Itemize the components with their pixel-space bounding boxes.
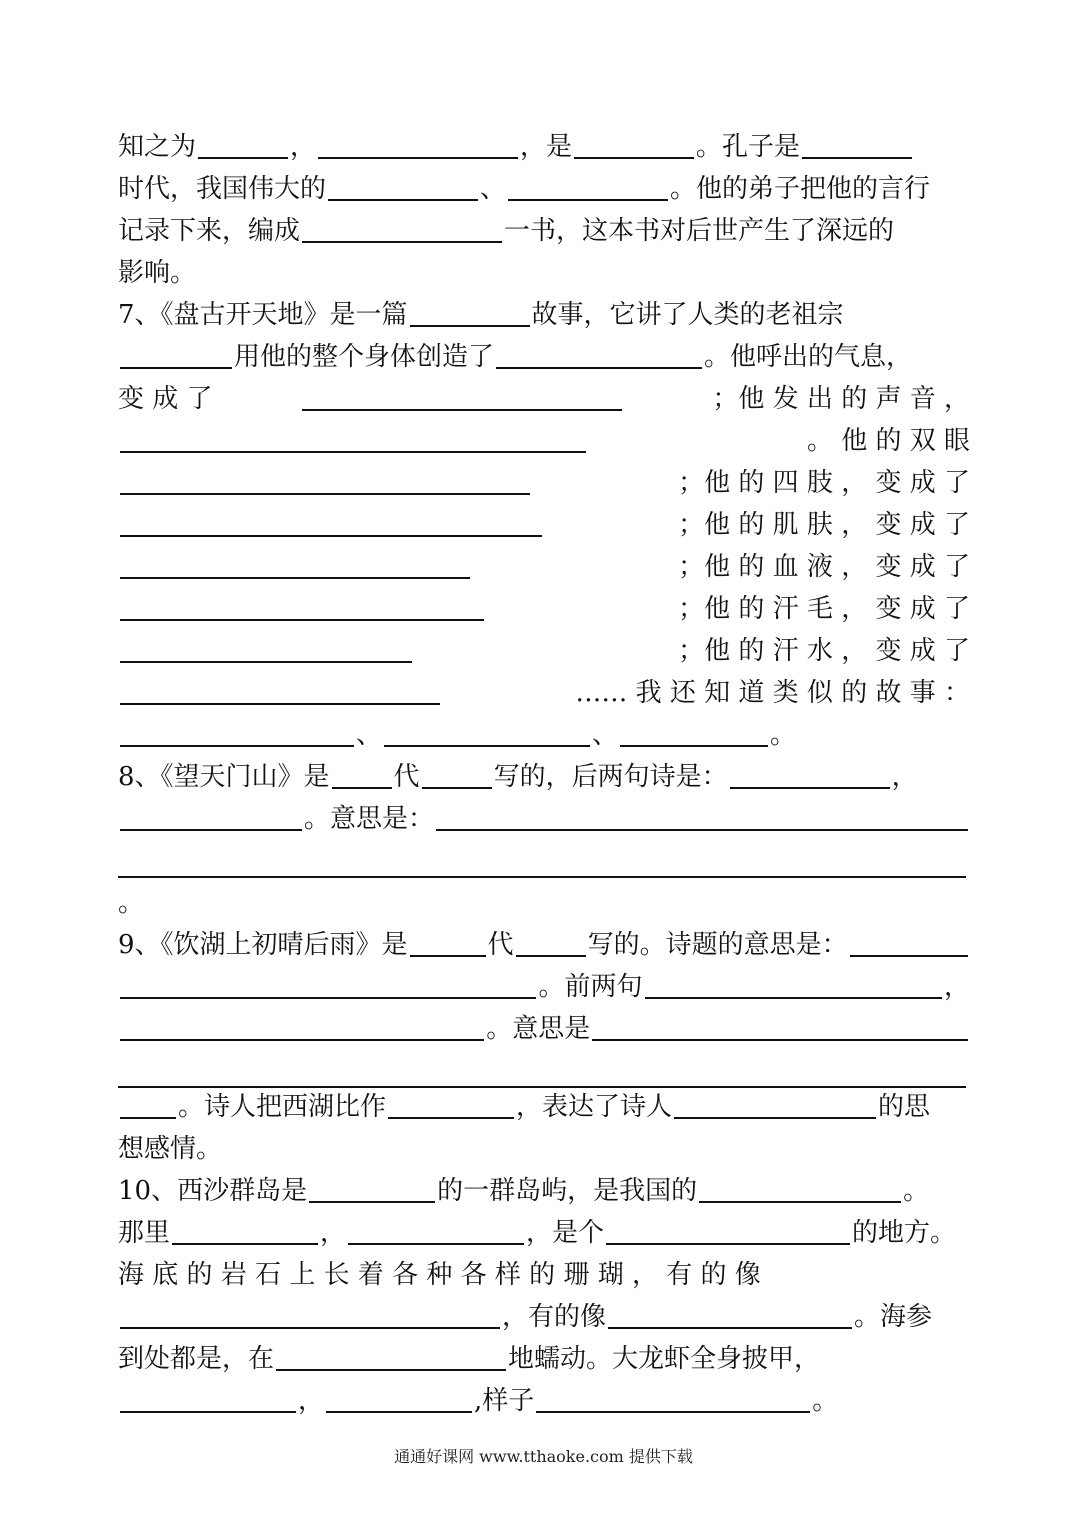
- text-line: [118, 1378, 970, 1418]
- line-text: 的一群岛屿，是我国的: [437, 1176, 698, 1206]
- answer-blank[interactable]: [120, 829, 302, 831]
- answer-blank[interactable]: [674, 1117, 876, 1119]
- text-line: [118, 586, 970, 626]
- line-text: ；他 的 汗 水 ， 变 成 了: [678, 636, 970, 666]
- line-text: 的地方。: [852, 1218, 957, 1248]
- line-text: 地蠕动。大龙虾全身披甲，: [508, 1344, 821, 1374]
- text-line: [118, 754, 970, 794]
- text-line: [118, 1084, 970, 1124]
- answer-blank[interactable]: [436, 829, 968, 831]
- answer-blank[interactable]: [620, 745, 768, 747]
- text-line: [118, 1252, 970, 1292]
- text-line: [118, 628, 970, 668]
- answer-blank[interactable]: [384, 745, 590, 747]
- answer-blank[interactable]: [120, 1039, 484, 1041]
- answer-blank[interactable]: [198, 157, 288, 159]
- answer-blank[interactable]: [302, 409, 622, 411]
- line-text: 、: [480, 174, 507, 204]
- line-text: ；他 的 血 液 ， 变 成 了: [678, 552, 970, 582]
- answer-blank[interactable]: [422, 787, 492, 789]
- answer-blank[interactable]: [508, 199, 668, 201]
- line-text: 故事，它讲了人类的老祖宗: [531, 300, 844, 330]
- line-text: 代: [487, 930, 514, 960]
- answer-blank[interactable]: [326, 1411, 472, 1413]
- line-text: ，: [891, 762, 918, 792]
- line-text: ，: [943, 972, 970, 1002]
- answer-blank[interactable]: [276, 1369, 506, 1371]
- line-text: 写的，后两句诗是：: [493, 762, 728, 792]
- answer-blank[interactable]: [574, 157, 694, 159]
- line-text: 。: [770, 720, 797, 750]
- line-text: ；他 的 肌 肤 ， 变 成 了: [678, 510, 970, 540]
- line-text: 知之为: [118, 132, 197, 162]
- answer-blank[interactable]: [120, 661, 412, 663]
- line-text: ；他 发 出 的 声 音 ，: [712, 384, 970, 414]
- answer-blank[interactable]: [410, 955, 486, 957]
- text-line: [118, 124, 970, 164]
- text-line: [118, 250, 970, 290]
- text-line: [118, 418, 970, 458]
- text-line: [118, 964, 970, 1004]
- answer-blank[interactable]: [120, 703, 440, 705]
- line-text: 。他的弟子把他的言行: [670, 174, 931, 204]
- line-text: …… 我 还 知 道 类 似 的 故 事 ：: [575, 678, 970, 708]
- line-text: ,样子: [474, 1386, 535, 1416]
- line-text: 。孔子是: [696, 132, 801, 162]
- answer-blank[interactable]: [410, 325, 530, 327]
- line-text: 的思: [878, 1092, 931, 1122]
- page-footer: 通通好课网 www.tthaoke.com 提供下载: [394, 1447, 693, 1466]
- answer-blank[interactable]: [309, 1201, 435, 1203]
- line-text: ，有的像: [502, 1302, 607, 1332]
- line-text: 时代，我国伟大的: [118, 174, 327, 204]
- line-text: 、: [592, 720, 619, 750]
- answer-blank[interactable]: [850, 955, 968, 957]
- text-line: [118, 544, 970, 584]
- line-text: 一书，这本书对后世产生了深远的: [504, 216, 895, 246]
- line-text: 。意思是: [486, 1014, 591, 1044]
- line-text: 9、《饮湖上初晴后雨》是: [118, 930, 408, 960]
- line-text: 那里: [118, 1218, 171, 1248]
- text-line: [118, 460, 970, 500]
- line-text: 用他的整个身体创造了: [234, 342, 495, 372]
- text-line: [118, 334, 970, 374]
- line-text: ，: [290, 132, 317, 162]
- answer-blank[interactable]: [606, 1243, 850, 1245]
- answer-blank[interactable]: [318, 157, 518, 159]
- answer-blank[interactable]: [699, 1201, 901, 1203]
- text-line: [118, 502, 970, 542]
- line-text: 7、《盘古开天地》是一篇: [118, 300, 408, 330]
- text-line: [118, 208, 970, 248]
- text-line: [118, 1006, 970, 1046]
- answer-blank[interactable]: [516, 955, 586, 957]
- line-text: 代: [393, 762, 420, 792]
- answer-blank[interactable]: [120, 1327, 500, 1329]
- line-text: ，表达了诗人: [516, 1092, 673, 1122]
- line-text: 想感情。: [118, 1134, 223, 1164]
- line-text: 。: [903, 1176, 930, 1206]
- text-line: [118, 1210, 970, 1250]
- answer-blank[interactable]: [120, 1117, 176, 1119]
- answer-blank[interactable]: [120, 997, 536, 999]
- text-line: [118, 166, 970, 206]
- answer-blank[interactable]: [388, 1117, 514, 1119]
- answer-blank[interactable]: [332, 787, 392, 789]
- answer-blank[interactable]: [120, 535, 542, 537]
- line-text: 变 成 了: [118, 384, 213, 414]
- answer-blank[interactable]: [592, 1039, 968, 1041]
- line-text: 海 底 的 岩 石 上 长 着 各 种 各 样 的 珊 瑚 ， 有 的 像: [118, 1260, 761, 1290]
- line-text: 。海参: [854, 1302, 933, 1332]
- text-line: [118, 292, 970, 332]
- answer-blank[interactable]: [536, 1411, 810, 1413]
- answer-blank[interactable]: [120, 619, 484, 621]
- line-text: 。诗人把西湖比作: [178, 1092, 387, 1122]
- text-line: [118, 1336, 970, 1376]
- text-line: [118, 922, 970, 962]
- line-text: ，是个: [526, 1218, 605, 1248]
- answer-blank[interactable]: [120, 367, 232, 369]
- line-text: 。 他 的 双 眼: [806, 426, 970, 456]
- line-text: ；他 的 汗 毛 ， 变 成 了: [678, 594, 970, 624]
- line-text: 。: [812, 1386, 839, 1416]
- line-text: ，: [298, 1386, 325, 1416]
- line-text: 。意思是：: [303, 804, 434, 834]
- answer-blank[interactable]: [302, 241, 502, 243]
- line-text: 到处都是，在: [118, 1344, 275, 1374]
- line-text: ；他 的 四 肢 ， 变 成 了: [678, 468, 970, 498]
- text-line: [118, 376, 970, 416]
- answer-line-full[interactable]: [118, 876, 966, 878]
- line-text: 记录下来，编成: [118, 216, 301, 246]
- text-line: [118, 1168, 970, 1208]
- line-text: 影响。: [118, 258, 197, 288]
- answer-blank[interactable]: [172, 1243, 318, 1245]
- line-text: 。: [118, 888, 145, 918]
- answer-blank[interactable]: [120, 1411, 296, 1413]
- answer-blank[interactable]: [348, 1243, 524, 1245]
- answer-blank[interactable]: [328, 199, 478, 201]
- text-line: [118, 1126, 970, 1166]
- answer-blank[interactable]: [120, 493, 530, 495]
- line-text: ，是: [520, 132, 573, 162]
- text-line: [118, 796, 970, 836]
- answer-blank[interactable]: [120, 451, 586, 453]
- answer-blank[interactable]: [802, 157, 912, 159]
- line-text: ，: [320, 1218, 347, 1248]
- text-line: [118, 712, 970, 752]
- line-text: 8、《望天门山》是: [118, 762, 330, 792]
- answer-blank[interactable]: [645, 997, 942, 999]
- answer-blank[interactable]: [120, 745, 354, 747]
- answer-blank[interactable]: [120, 577, 470, 579]
- line-text: 写的。诗题的意思是：: [587, 930, 848, 960]
- line-text: 。他呼出的气息，: [704, 342, 913, 372]
- answer-blank[interactable]: [730, 787, 890, 789]
- line-text: 、: [356, 720, 383, 750]
- text-line: [118, 880, 970, 920]
- line-text: 10、西沙群岛是: [118, 1176, 308, 1206]
- answer-blank[interactable]: [496, 367, 702, 369]
- line-text: 。前两句: [538, 972, 643, 1002]
- answer-blank[interactable]: [608, 1327, 852, 1329]
- text-line: [118, 670, 970, 710]
- text-line: [118, 1294, 970, 1334]
